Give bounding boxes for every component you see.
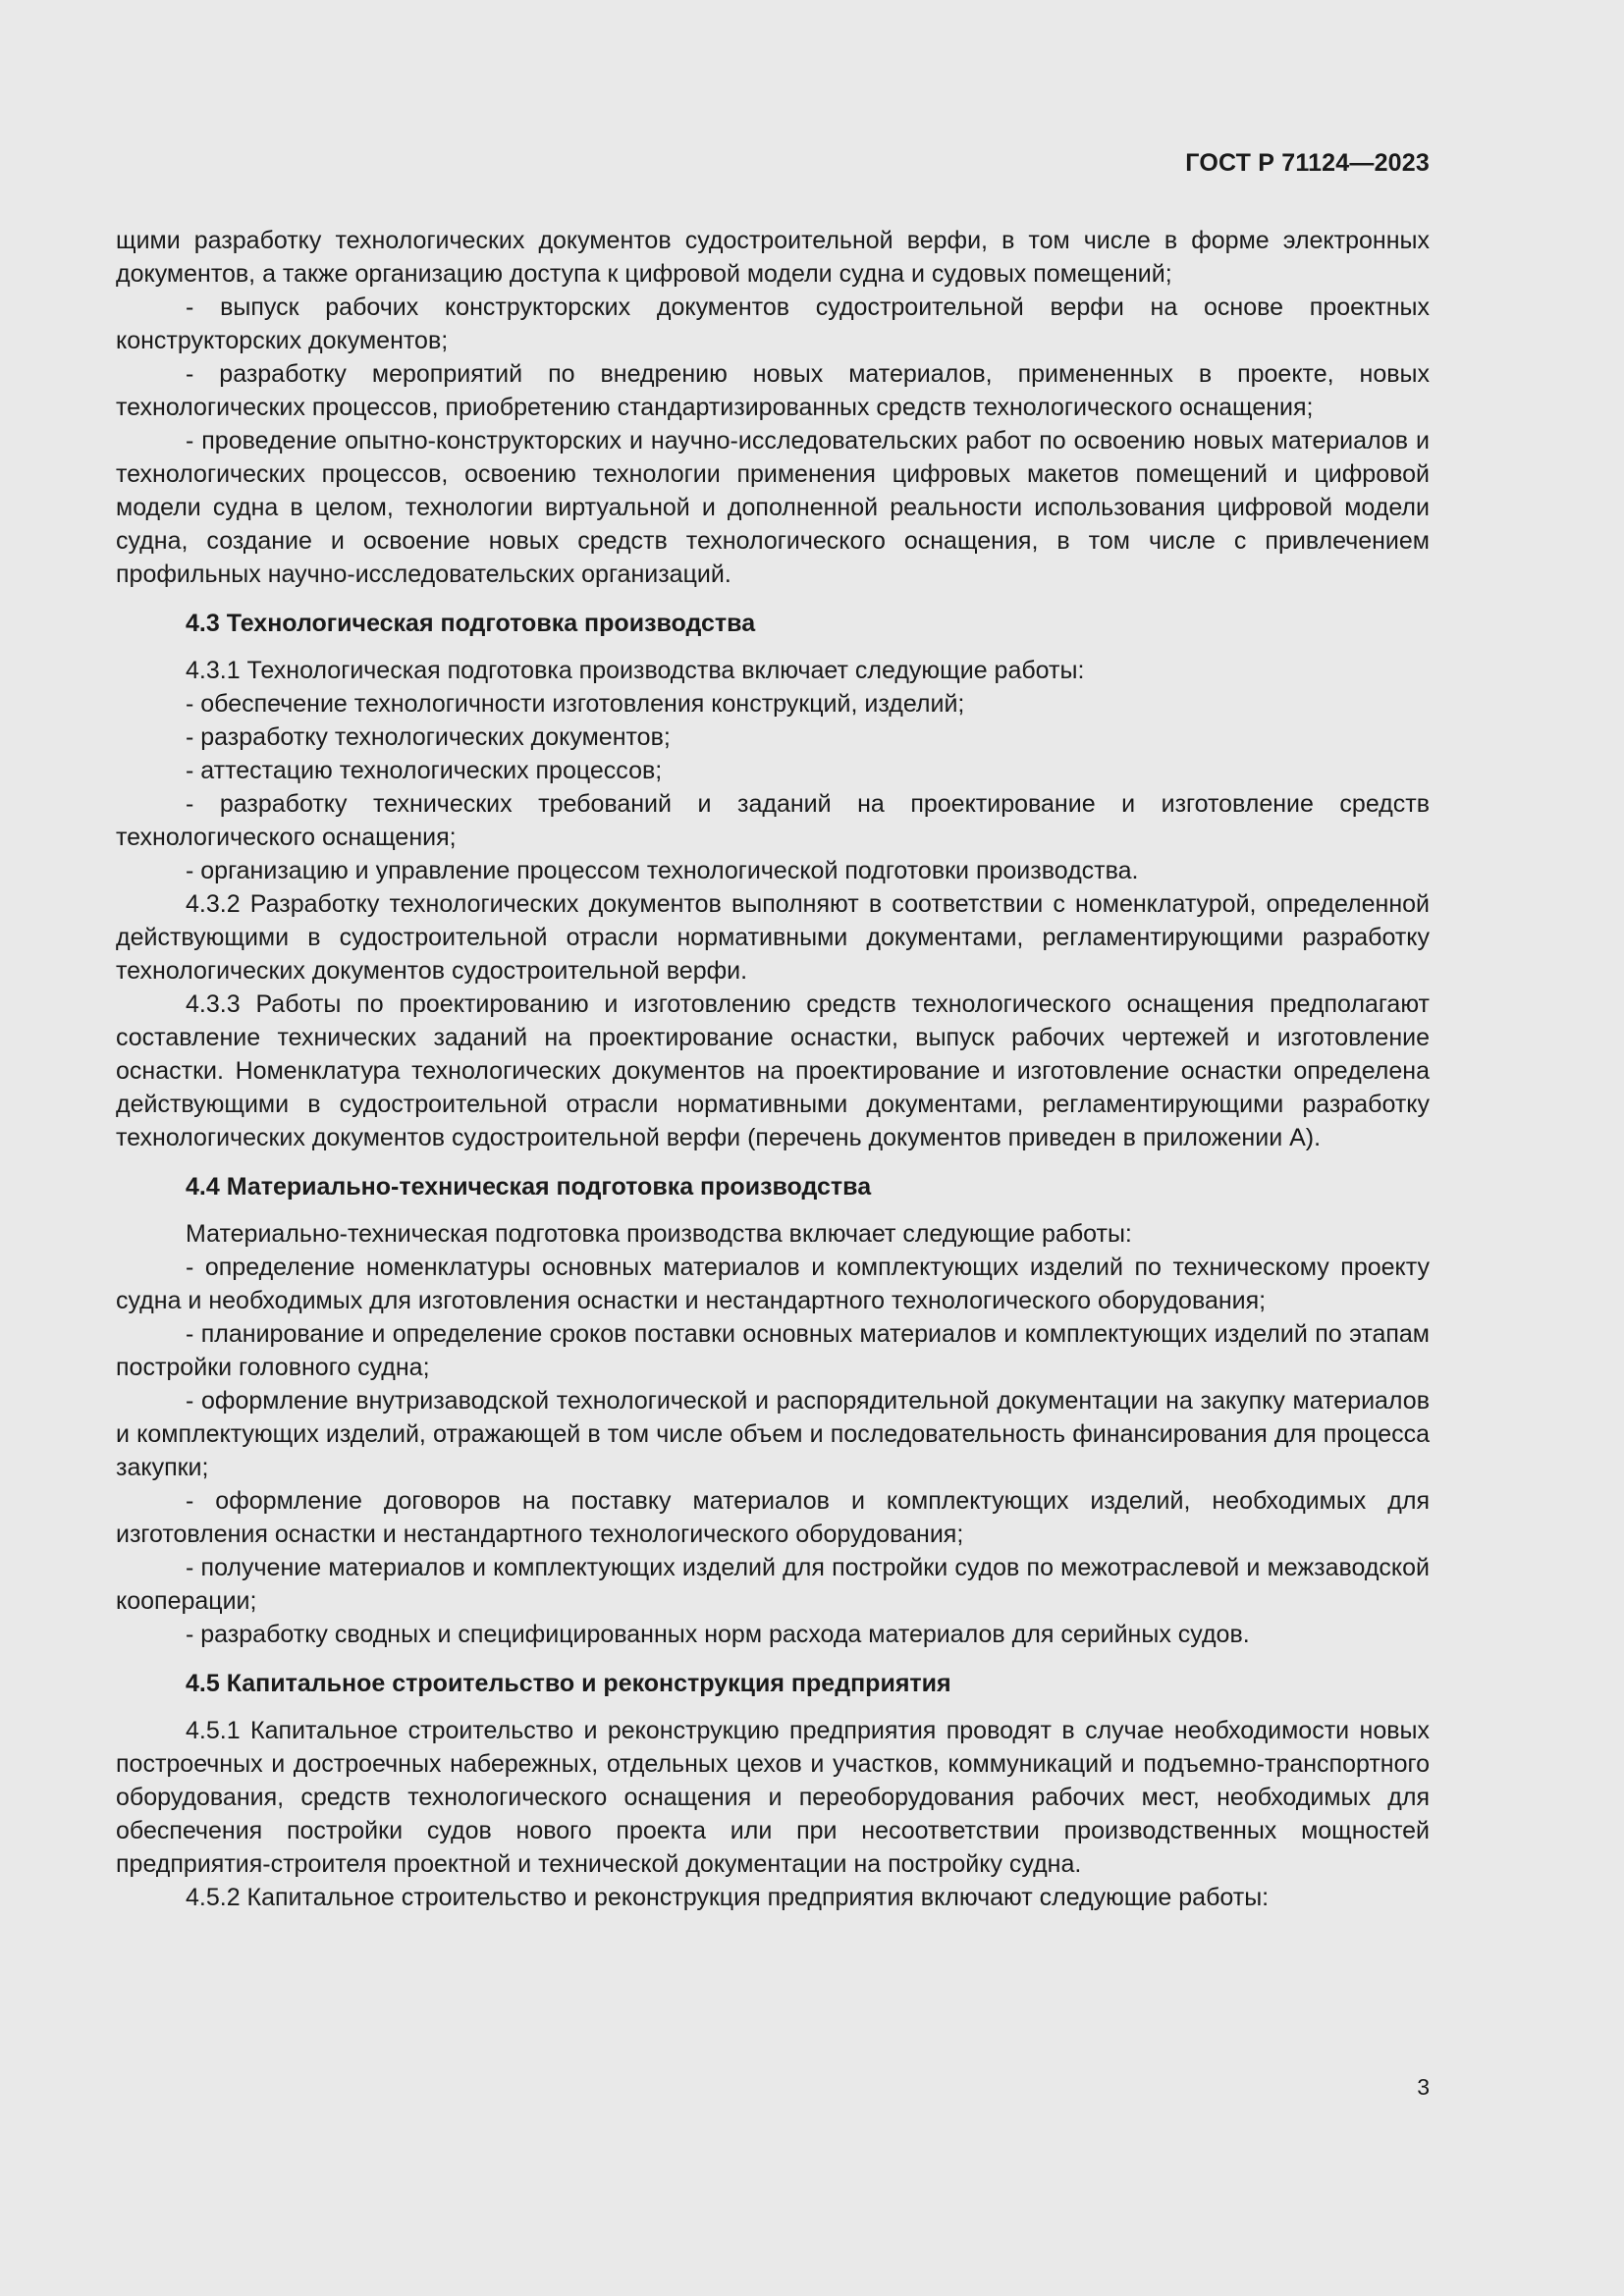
list-item: - оформление внутризаводской технологической и распорядительной документации на закупку материалов и комплектующих изделий, отражающей в том числе объем и последовательность финансирования для процесса закупки; <box>116 1387 1430 1481</box>
list-item: - разработку технических требований и заданий на проектирование и изготовление средств технологического оснащения; <box>116 790 1430 851</box>
list-item: - организацию и управление процессом технологической подготовки производства. <box>186 857 1139 884</box>
document-body <box>116 224 1430 1914</box>
page-number: 3 <box>1417 2074 1430 2100</box>
list-item: 4.3.1 Технологическая подготовка производства включает следующие работы: <box>186 657 1085 684</box>
list-item: Материально-техническая подготовка производства включает следующие работы: <box>186 1220 1132 1248</box>
list-item: - разработку мероприятий по внедрению новых материалов, примененных в проекте, новых технологических процессов, приобретению стандартизированных средств технологического оснащения; <box>116 360 1430 421</box>
list-item: 4.5.1 Капитальное строительство и реконструкцию предприятия проводят в случае необходимости новых построечных и достроечных набережных, отдельных цехов и участков, коммуникаций и подъемно-транспортного оборудования, средств технологического оснащения и переоборудования рабочих мест, необходимых для обеспечения постройки судов нового проекта или при несоответствии производственных мощностей предприятия-строителя проектной и технической документации на постройку судна. <box>116 1717 1430 1878</box>
section-heading: 4.3 Технологическая подготовка производства <box>186 610 756 637</box>
list-item: 4.3.2 Разработку технологических документов выполняют в соответствии с номенклатурой, определенной действующими в судостроительной отрасли нормативными документами, регламентирующими разработку технологических документов судостроительной верфи. <box>116 890 1430 985</box>
list-item: - оформление договоров на поставку материалов и комплектующих изделий, необходимых для изготовления оснастки и нестандартного технологического оборудования; <box>116 1487 1430 1548</box>
list-item: - обеспечение технологичности изготовления конструкций, изделий; <box>186 690 965 718</box>
section-heading: 4.4 Материально-техническая подготовка производства <box>186 1173 872 1201</box>
list-item: - определение номенклатуры основных материалов и комплектующих изделий по техническому проекту судна и необходимых для изготовления оснастки и нестандартного технологического оборудования; <box>116 1254 1430 1314</box>
list-item: - разработку технологических документов; <box>186 723 671 751</box>
list-item: 4.5.2 Капитальное строительство и реконструкция предприятия включают следующие работы: <box>186 1884 1270 1911</box>
list-item: 4.3.3 Работы по проектированию и изготовлению средств технологического оснащения предполагают составление технических заданий на проектирование оснастки, выпуск рабочих чертежей и изготовление оснастки. Номенклатура технологических документов на проектирование и изготовление оснастки определена действующими в судостроительной отрасли нормативными документами, регламентирующими разработку технологических документов судостроительной верфи (перечень документов приведен в приложении А). <box>116 990 1430 1151</box>
paragraph: щими разработку технологических документов судостроительной верфи, в том числе в форме электронных документов, а также организацию доступа к цифровой модели судна и судовых помещений; <box>116 227 1430 288</box>
list-item: - получение материалов и комплектующих изделий для постройки судов по межотраслевой и межзаводской кооперации; <box>116 1554 1430 1615</box>
list-item: - проведение опытно-конструкторских и научно-исследовательских работ по освоению новых материалов и технологических процессов, освоению технологии применения цифровых макетов помещений и цифровой модели судна в целом, технологии виртуальной и дополненной реальности использования цифровой модели судна, создание и освоение новых средств технологического оснащения, в том числе с привлечением профильных научно-исследовательских организаций. <box>116 427 1430 588</box>
section-heading: 4.5 Капитальное строительство и реконструкция предприятия <box>186 1670 951 1697</box>
list-item: - аттестацию технологических процессов; <box>186 757 663 784</box>
list-item: - планирование и определение сроков поставки основных материалов и комплектующих изделий по этапам постройки головного судна; <box>116 1320 1430 1381</box>
list-item: - разработку сводных и специфицированных норм расхода материалов для серийных судов. <box>186 1621 1250 1648</box>
list-item: - выпуск рабочих конструкторских документов судостроительной верфи на основе проектных конструкторских документов; <box>116 294 1430 354</box>
document-code: ГОСТ Р 71124—2023 <box>1185 149 1430 177</box>
